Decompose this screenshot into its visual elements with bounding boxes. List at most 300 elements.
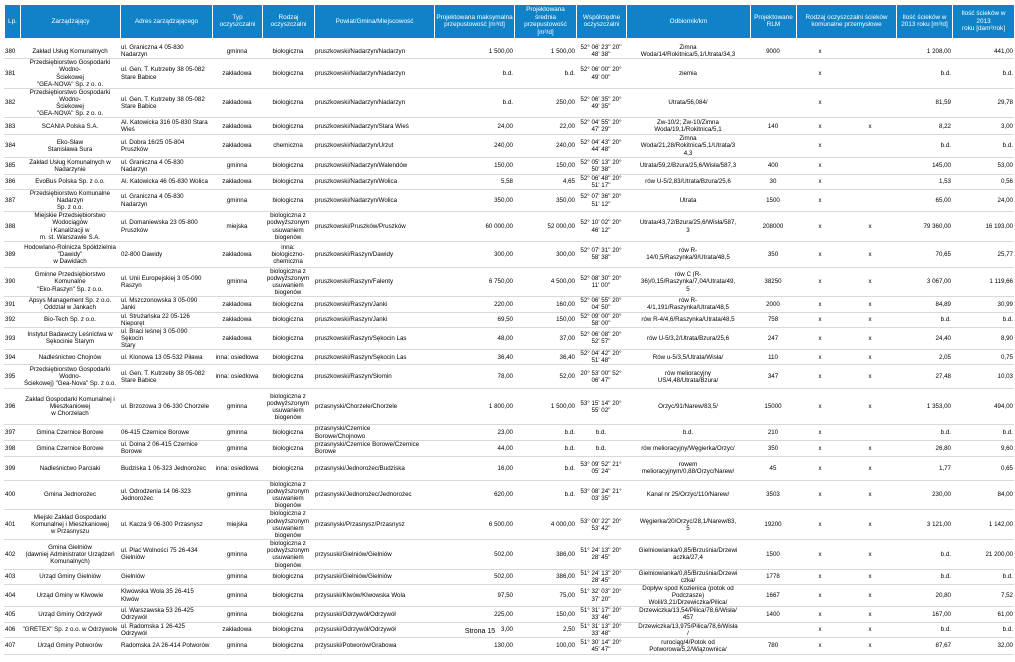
table-row — [4, 584, 1014, 606]
location: przysuski/Gielniów/Gielniów — [314, 540, 434, 570]
manager-address: ul. Mszczonowska 3 05-090 Janki — [120, 297, 212, 312]
coordinates: 20° 53' 00'' 52° 06' 47'' — [576, 365, 626, 389]
manager-address: ul. Odrodzenia 14 06-323 Jednorożec — [120, 480, 212, 510]
municipal-mark: x — [796, 312, 844, 327]
industrial-mark — [844, 189, 896, 211]
municipal-mark: x — [796, 297, 844, 312]
row-number: 403 — [4, 569, 20, 584]
design-rlm: 9000 — [750, 44, 796, 59]
treatment-type: biologiczna z podwyższonym usuwaniem biogenów — [262, 212, 314, 242]
plant-type: zakładowa — [212, 622, 262, 637]
location: pruszkowski/Nadarzyn/Nadarzyn — [314, 44, 434, 59]
max-capacity: 502,00 — [434, 540, 514, 570]
municipal-mark: x — [796, 44, 844, 59]
treatment-type: biologiczna — [262, 425, 314, 440]
avg-capacity: b.d. — [514, 59, 576, 89]
sewage-volume-daily: 84,89 — [896, 297, 952, 312]
row-number: 406 — [4, 622, 20, 637]
max-capacity: 16,00 — [434, 456, 514, 480]
table-row — [4, 212, 1014, 242]
row-number: 381 — [4, 59, 20, 89]
sewage-volume-yearly: b.d. — [952, 135, 1014, 157]
avg-capacity: b.d. — [514, 440, 576, 456]
industrial-mark: x — [844, 456, 896, 480]
sewage-volume-yearly: 21 200,00 — [952, 540, 1014, 570]
design-rlm: 140 — [750, 118, 796, 135]
manager-address: ul. Domaniewska 23 05-800 Pruszków — [120, 212, 212, 242]
table-row — [4, 440, 1014, 456]
table-header — [4, 4, 1015, 39]
manager-address: ul. Dobra 16/25 05-804 Pruszków — [120, 135, 212, 157]
manager-name: Instytut Badawczy Leśnictwa w Sękocinie Starym — [20, 327, 120, 349]
row-number: 383 — [4, 118, 20, 135]
design-rlm — [750, 135, 796, 157]
location: pruszkowski/Nadarzyn/Nadarzyn — [314, 88, 434, 118]
max-capacity: 69,50 — [434, 312, 514, 327]
manager-name: EvoBus Polska Sp. z o.o. — [20, 174, 120, 189]
sewage-volume-yearly: 29,78 — [952, 88, 1014, 118]
municipal-mark: x — [796, 118, 844, 135]
manager-address: Al. Katowicka 316 05-830 Stara Wieś — [120, 118, 212, 135]
sewage-volume-daily: b.d. — [896, 312, 952, 327]
sewage-volume-daily: 1,53 — [896, 174, 952, 189]
municipal-mark: x — [796, 425, 844, 440]
receiver: rów R- 14/0,5/Raszynka/9/Utrata/48,5 — [626, 241, 750, 267]
max-capacity: 60 000,00 — [434, 212, 514, 242]
location: przysuski/Potworów/Grabowa — [314, 637, 434, 654]
avg-capacity: 75,00 — [514, 584, 576, 606]
sewage-volume-yearly: 30,99 — [952, 297, 1014, 312]
treatment-type: biologiczna — [262, 59, 314, 89]
design-rlm — [750, 88, 796, 118]
row-number: 407 — [4, 637, 20, 654]
industrial-mark: x — [844, 297, 896, 312]
table-row — [4, 174, 1014, 189]
municipal-mark: x — [796, 350, 844, 365]
avg-capacity: 52 000,00 — [514, 212, 576, 242]
sewage-volume-daily: 87,67 — [896, 637, 952, 654]
avg-capacity: 350,00 — [514, 189, 576, 211]
municipal-mark: x — [796, 157, 844, 174]
table-row — [4, 637, 1014, 654]
coordinates: 52° 06' 55'' 20° 04' 50'' — [576, 297, 626, 312]
manager-name: Nadleśnictwo Chojnów — [20, 350, 120, 365]
sewage-volume-daily: 8,22 — [896, 118, 952, 135]
receiver: Zimna Woda/14/Rokitnica/5,1/Utrata/34,3 — [626, 44, 750, 59]
industrial-mark — [844, 44, 896, 59]
treatment-type: biologiczna — [262, 607, 314, 622]
plant-type: gminna — [212, 425, 262, 440]
municipal-mark: x — [796, 584, 844, 606]
avg-capacity: 4,65 — [514, 174, 576, 189]
plant-type: zakładowa — [212, 327, 262, 349]
table-row — [4, 607, 1014, 622]
sewage-volume-daily: 26,80 — [896, 440, 952, 456]
row-number: 402 — [4, 540, 20, 570]
sewage-volume-daily: 2,05 — [896, 350, 952, 365]
receiver: Utrata/59,2/Bzura/25,6/Wisła/587,3 — [626, 157, 750, 174]
max-capacity: 220,00 — [434, 297, 514, 312]
receiver: Kanał nr 25/Orzyc/110/Narew/ — [626, 480, 750, 510]
table-row — [4, 44, 1014, 59]
location: przasnyski/Czernice Borowe/Chojnowo — [314, 425, 434, 440]
manager-name: SCANIA Polska S.A. — [20, 118, 120, 135]
coordinates: 53° 15' 14'' 20° 55' 02'' — [576, 389, 626, 425]
municipal-mark: x — [796, 456, 844, 480]
manager-address: 06-415 Czernice Borowe — [120, 425, 212, 440]
manager-name: Gmina Czernice Borowe — [20, 425, 120, 440]
plant-type: miejska — [212, 510, 262, 540]
sewage-volume-yearly: 441,00 — [952, 44, 1014, 59]
industrial-mark — [844, 88, 896, 118]
design-rlm: 347 — [750, 365, 796, 389]
treatment-type: biologiczna — [262, 584, 314, 606]
max-capacity: 24,00 — [434, 118, 514, 135]
row-number: 387 — [4, 189, 20, 211]
municipal-mark: x — [796, 510, 844, 540]
manager-name: Urząd Gminy Gielniów — [20, 569, 120, 584]
receiver: Dopływ spod Kozienica (potok od Podczasze) Wolil/3,21/Drzewiczka/Pilica/ — [626, 584, 750, 606]
municipal-mark: x — [796, 389, 844, 425]
plant-type: gminna — [212, 267, 262, 297]
manager-address: ul. Unii Europejskiej 3 05-090 Raszyn — [120, 267, 212, 297]
table-row — [4, 88, 1014, 118]
design-rlm: 780 — [750, 637, 796, 654]
sewage-volume-yearly: b.d. — [952, 569, 1014, 584]
manager-address: ul. Strużańska 22 05-126 Nieporęt — [120, 312, 212, 327]
industrial-mark — [844, 135, 896, 157]
manager-name: Urząd Gminy w Klwowie — [20, 584, 120, 606]
sewage-volume-daily: 27,48 — [896, 365, 952, 389]
manager-address: ul. Plac Wolności 75 26-434 Gielniów — [120, 540, 212, 570]
manager-name: Zakład Usług Komunalnych — [20, 44, 120, 59]
row-number: 396 — [4, 389, 20, 425]
treatment-type: biologiczna z podwyższonym usuwaniem biogenów — [262, 510, 314, 540]
treatment-type: biologiczna — [262, 118, 314, 135]
table-row — [4, 312, 1014, 327]
industrial-mark: x — [844, 350, 896, 365]
sewage-volume-daily: 65,00 — [896, 189, 952, 211]
plant-type: gminna — [212, 440, 262, 456]
manager-name: Przedsiębiorstwo Gospodarki Wodno- Ściekowej "GEA-NOVA" Sp. z o. o. — [20, 59, 120, 89]
industrial-mark: x — [844, 118, 896, 135]
max-capacity: 350,00 — [434, 189, 514, 211]
table-row — [4, 135, 1014, 157]
industrial-mark: x — [844, 622, 896, 637]
table-row — [4, 241, 1014, 267]
avg-capacity: 386,00 — [514, 569, 576, 584]
plant-type: gminna — [212, 584, 262, 606]
coordinates: 52° 04' 55'' 20° 47' 29'' — [576, 118, 626, 135]
location: przysuski/Klwów/Klwowska Wola — [314, 584, 434, 606]
treatment-type: biologiczna — [262, 189, 314, 211]
coordinates: 52° 04' 42'' 20° 51' 48'' — [576, 350, 626, 365]
avg-capacity: 4 000,00 — [514, 510, 576, 540]
sewage-volume-daily: 1 353,00 — [896, 389, 952, 425]
coordinates: 52° 09' 00'' 20° 58' 00'' — [576, 312, 626, 327]
manager-name: Gmina Czernice Borowe — [20, 440, 120, 456]
row-number: 404 — [4, 584, 20, 606]
manager-name: Zakład Gospodarki Komunalnej i Mieszkaniowej w Chorzelach — [20, 389, 120, 425]
design-rlm: 1500 — [750, 189, 796, 211]
manager-name: Urząd Gminy Odrzywół — [20, 607, 120, 622]
industrial-mark: x — [844, 510, 896, 540]
table-row — [4, 297, 1014, 312]
plant-type: gminna — [212, 157, 262, 174]
design-rlm: 208000 — [750, 212, 796, 242]
row-number: 397 — [4, 425, 20, 440]
table-row — [4, 267, 1014, 297]
municipal-mark: x — [796, 480, 844, 510]
coordinates: 52° 07' 31'' 20° 58' 38'' — [576, 241, 626, 267]
sewage-volume-daily: 3 121,00 — [896, 510, 952, 540]
avg-capacity: 36,40 — [514, 350, 576, 365]
coordinates: 52° 06' 23'' 20'' 48' 38'' — [576, 44, 626, 59]
manager-address: Klwowska Wola 35 26-415 Klwów — [120, 584, 212, 606]
sewage-volume-daily: b.d. — [896, 569, 952, 584]
municipal-mark: x — [796, 212, 844, 242]
header-cell: Adres zarządzającego — [121, 5, 213, 39]
avg-capacity: b.d. — [514, 456, 576, 480]
manager-name: Apsys Management Sp. z o.o. Oddział w Jankach — [20, 297, 120, 312]
table-row — [4, 118, 1014, 135]
plant-type: inna: osiedlowa — [212, 456, 262, 480]
location: przasnyski/Jednorożec/Budziska — [314, 456, 434, 480]
location: pruszkowski/Nadarzyn/Nadarzyn — [314, 59, 434, 89]
industrial-mark: x — [844, 607, 896, 622]
table-row — [4, 540, 1014, 570]
manager-name: Gmina Jednorożec — [20, 480, 120, 510]
treatment-type: biologiczna z podwyższonym usuwaniem biogenów — [262, 267, 314, 297]
sewage-volume-yearly: 16 193,00 — [952, 212, 1014, 242]
plant-type: zakładowa — [212, 297, 262, 312]
plant-type: zakładowa — [212, 312, 262, 327]
treatment-type: biologiczna — [262, 569, 314, 584]
max-capacity: 5,58 — [434, 174, 514, 189]
plant-type: gminna — [212, 389, 262, 425]
receiver: Zw-10/2; Zw-10/Zimna Woda/19,1/Rokitnica/5,1 — [626, 118, 750, 135]
design-rlm: 758 — [750, 312, 796, 327]
coordinates: 51° 30' 14'' 20° 45' 47'' — [576, 637, 626, 654]
industrial-mark: x — [844, 440, 896, 456]
plant-type: miejska — [212, 212, 262, 242]
manager-name: Nadleśnictwo Parciaki — [20, 456, 120, 480]
avg-capacity: 4 500,00 — [514, 267, 576, 297]
sewage-volume-yearly: 1 119,66 — [952, 267, 1014, 297]
receiver: ziemia — [626, 59, 750, 89]
treatment-type: chemiczna — [262, 135, 314, 157]
receiver: Gielniowianka/0,85/Brzuśnia/Drzewi aczka/27,4 — [626, 540, 750, 570]
receiver: Utrata/56,084/ — [626, 88, 750, 118]
coordinates: 52° 07' 36'' 20° 51' 12'' — [576, 189, 626, 211]
coordinates: 52° 06' 48'' 20° 51' 17'' — [576, 174, 626, 189]
municipal-mark: x — [796, 241, 844, 267]
coordinates: 51° 24' 13'' 20° 28' 45'' — [576, 540, 626, 570]
industrial-mark: x — [844, 365, 896, 389]
treatment-type: biologiczna — [262, 157, 314, 174]
plant-type: gminna — [212, 44, 262, 59]
plant-type: zakładowa — [212, 135, 262, 157]
treatment-type: biologiczna z podwyższonym usuwaniem biogenów — [262, 540, 314, 570]
avg-capacity: 37,00 — [514, 327, 576, 349]
max-capacity: 3,00 — [434, 622, 514, 637]
plant-type: inna: osiedlowa — [212, 350, 262, 365]
max-capacity: 620,00 — [434, 480, 514, 510]
sewage-volume-yearly: b.d. — [952, 59, 1014, 89]
receiver: rowem melioracyjnym/0,88/Orzyc/Narew/ — [626, 456, 750, 480]
municipal-mark: x — [796, 267, 844, 297]
plant-type: zakładowa — [212, 88, 262, 118]
location: przasnyski/Chorzele/Chorzele — [314, 389, 434, 425]
max-capacity: 97,50 — [434, 584, 514, 606]
sewage-volume-daily: 3 067,00 — [896, 267, 952, 297]
avg-capacity: 160,00 — [514, 297, 576, 312]
manager-name: Bio-Tech Sp. z o.o. — [20, 312, 120, 327]
plant-type: inna: osiedlowa — [212, 365, 262, 389]
table-row — [4, 157, 1014, 174]
receiver: rów C (R- 36)/0,15/Raszynka/7,04/Utrata/49, 5 — [626, 267, 750, 297]
coordinates: 52° 10' 02'' 20° 46' 12'' — [576, 212, 626, 242]
table-row — [4, 59, 1014, 89]
manager-address: ul. Radomska 1 26-425 Odrzywół — [120, 622, 212, 637]
industrial-mark: x — [844, 637, 896, 654]
location: przasnyski/Jednorożec/Jednorożec — [314, 480, 434, 510]
receiver: Drzewiczka/13,975/Pilica/78,6/Wisła / — [626, 622, 750, 637]
table-row — [4, 327, 1014, 349]
design-rlm: 19200 — [750, 510, 796, 540]
location: pruszkowski/Raszyn/Janki — [314, 312, 434, 327]
receiver: Utrata/43,72/Bzura/25,6/Wisła/587, 3 — [626, 212, 750, 242]
industrial-mark — [844, 425, 896, 440]
row-number: 385 — [4, 157, 20, 174]
manager-address: ul. Gen. T. Kutrzeby 38 05-082 Stare Babice — [120, 59, 212, 89]
location: pruszkowski/Raszyn/Sękocin Las — [314, 327, 434, 349]
max-capacity: 150,00 — [434, 157, 514, 174]
table-row — [4, 189, 1014, 211]
header-cell: Ilość ścieków w 2013 roku [dam³/rok] — [953, 5, 1015, 39]
design-rlm: 247 — [750, 327, 796, 349]
manager-address: ul. Braci leśnej 3 05-090 Sękocin Stary — [120, 327, 212, 349]
design-rlm: 1400 — [750, 607, 796, 622]
row-number: 391 — [4, 297, 20, 312]
row-number: 394 — [4, 350, 20, 365]
sewage-volume-yearly: 8,90 — [952, 327, 1014, 349]
plant-type: gminna — [212, 637, 262, 654]
max-capacity: b.d. — [434, 88, 514, 118]
row-number: 395 — [4, 365, 20, 389]
location: pruszkowski/Raszyn/Sękocin Las — [314, 350, 434, 365]
avg-capacity: 250,00 — [514, 88, 576, 118]
max-capacity: 44,00 — [434, 440, 514, 456]
receiver: rurociąg/4/Potok od Potworowa/5,2/Wiązownica/ — [626, 637, 750, 654]
treatment-type: biologiczna — [262, 365, 314, 389]
industrial-mark: x — [844, 327, 896, 349]
avg-capacity: 1 500,00 — [514, 44, 576, 59]
sewage-volume-daily: 81,59 — [896, 88, 952, 118]
sewage-volume-yearly: 494,00 — [952, 389, 1014, 425]
sewage-volume-yearly: 7,52 — [952, 584, 1014, 606]
manager-address: Al. Katowicka 46 05-830 Wolica — [120, 174, 212, 189]
header-cell: Projektowana maksymalna przepustowość [m³/d] — [435, 5, 515, 39]
sewage-volume-daily: 24,40 — [896, 327, 952, 349]
manager-address: ul. Graniczna 4 05-830 Nadarzyn — [120, 44, 212, 59]
header-cell: Typ oczyszczalni — [213, 5, 263, 39]
design-rlm: 110 — [750, 350, 796, 365]
avg-capacity: 52,00 — [514, 365, 576, 389]
plant-type: zakładowa — [212, 118, 262, 135]
max-capacity: 48,00 — [434, 327, 514, 349]
sewage-volume-daily: 79 360,00 — [896, 212, 952, 242]
header-cell: Projektowana średnia przepustowość [m³/d] — [515, 5, 577, 39]
max-capacity: 240,00 — [434, 135, 514, 157]
treatment-type: biologiczna — [262, 88, 314, 118]
sewage-volume-yearly: 9,60 — [952, 440, 1014, 456]
location: pruszkowski/Nadarzyn/Stara Wieś — [314, 118, 434, 135]
municipal-mark: x — [796, 540, 844, 570]
header-cell: Ilość ścieków w 2013 roku [m³/d] — [897, 5, 953, 39]
row-number: 382 — [4, 88, 20, 118]
max-capacity: 300,00 — [434, 241, 514, 267]
row-number: 386 — [4, 174, 20, 189]
coordinates: 52° 04' 43'' 20° 44' 48'' — [576, 135, 626, 157]
location: pruszkowski/Raszyn/Słomin — [314, 365, 434, 389]
row-number: 398 — [4, 440, 20, 456]
municipal-mark: x — [796, 365, 844, 389]
row-number: 399 — [4, 456, 20, 480]
sewage-volume-yearly: b.d. — [952, 425, 1014, 440]
manager-name: Miejskie Przedsiębiorstwo Wodociągów i Kanalizacji w m. st. Warszawie S.A. — [20, 212, 120, 242]
max-capacity: 6 750,00 — [434, 267, 514, 297]
manager-address: ul. Dolna 2 06-415 Czernice Borowe — [120, 440, 212, 456]
coordinates: 52° 06' 08'' 20° 52' 57'' — [576, 327, 626, 349]
manager-address: ul. Klonowa 13 05-532 Piława — [120, 350, 212, 365]
avg-capacity: 240,00 — [514, 135, 576, 157]
location: pruszkowski/Raszyn/Dawidy — [314, 241, 434, 267]
table-row — [4, 456, 1014, 480]
max-capacity: 1 800,00 — [434, 389, 514, 425]
industrial-mark — [844, 174, 896, 189]
treatment-type: biologiczna — [262, 312, 314, 327]
location: przysuski/Odrzywół/Odrzywół — [314, 622, 434, 637]
manager-name: Urząd Gminy Potworów — [20, 637, 120, 654]
treatment-type: biologiczna — [262, 174, 314, 189]
header-cell: Projektowane RLM — [751, 5, 797, 39]
design-rlm: 210 — [750, 425, 796, 440]
receiver: Węgierka/20/Orzyc/28,1/Narew/83, 5 — [626, 510, 750, 540]
row-number: 384 — [4, 135, 20, 157]
receiver: rów R-4/4,6/Raszynka/Utrata/48,5 — [626, 312, 750, 327]
industrial-mark: x — [844, 540, 896, 570]
municipal-mark: x — [796, 174, 844, 189]
row-number: 400 — [4, 480, 20, 510]
receiver: Drzewiczka/13,54/Pilica/78,6/Wisła/ 457 — [626, 607, 750, 622]
coordinates: 51° 32' 03'' 20° 37' 20'' — [576, 584, 626, 606]
industrial-mark: x — [844, 312, 896, 327]
sewage-volume-daily: 1 208,00 — [896, 44, 952, 59]
municipal-mark: x — [796, 135, 844, 157]
design-rlm: 38250 — [750, 267, 796, 297]
sewage-volume-yearly: b.d. — [952, 622, 1014, 637]
municipal-mark: x — [796, 440, 844, 456]
row-number: 380 — [4, 44, 20, 59]
manager-address: ul. Gen. T. Kutrzeby 38 05-082 Stare Babice — [120, 365, 212, 389]
location: pruszkowski/Raszyn/Falenty — [314, 267, 434, 297]
plant-type: gminna — [212, 540, 262, 570]
design-rlm: 1778 — [750, 569, 796, 584]
coordinates: 52° 06' 35'' 20° 49' 35'' — [576, 88, 626, 118]
sewage-volume-daily: b.d. — [896, 622, 952, 637]
table-row — [4, 425, 1014, 440]
